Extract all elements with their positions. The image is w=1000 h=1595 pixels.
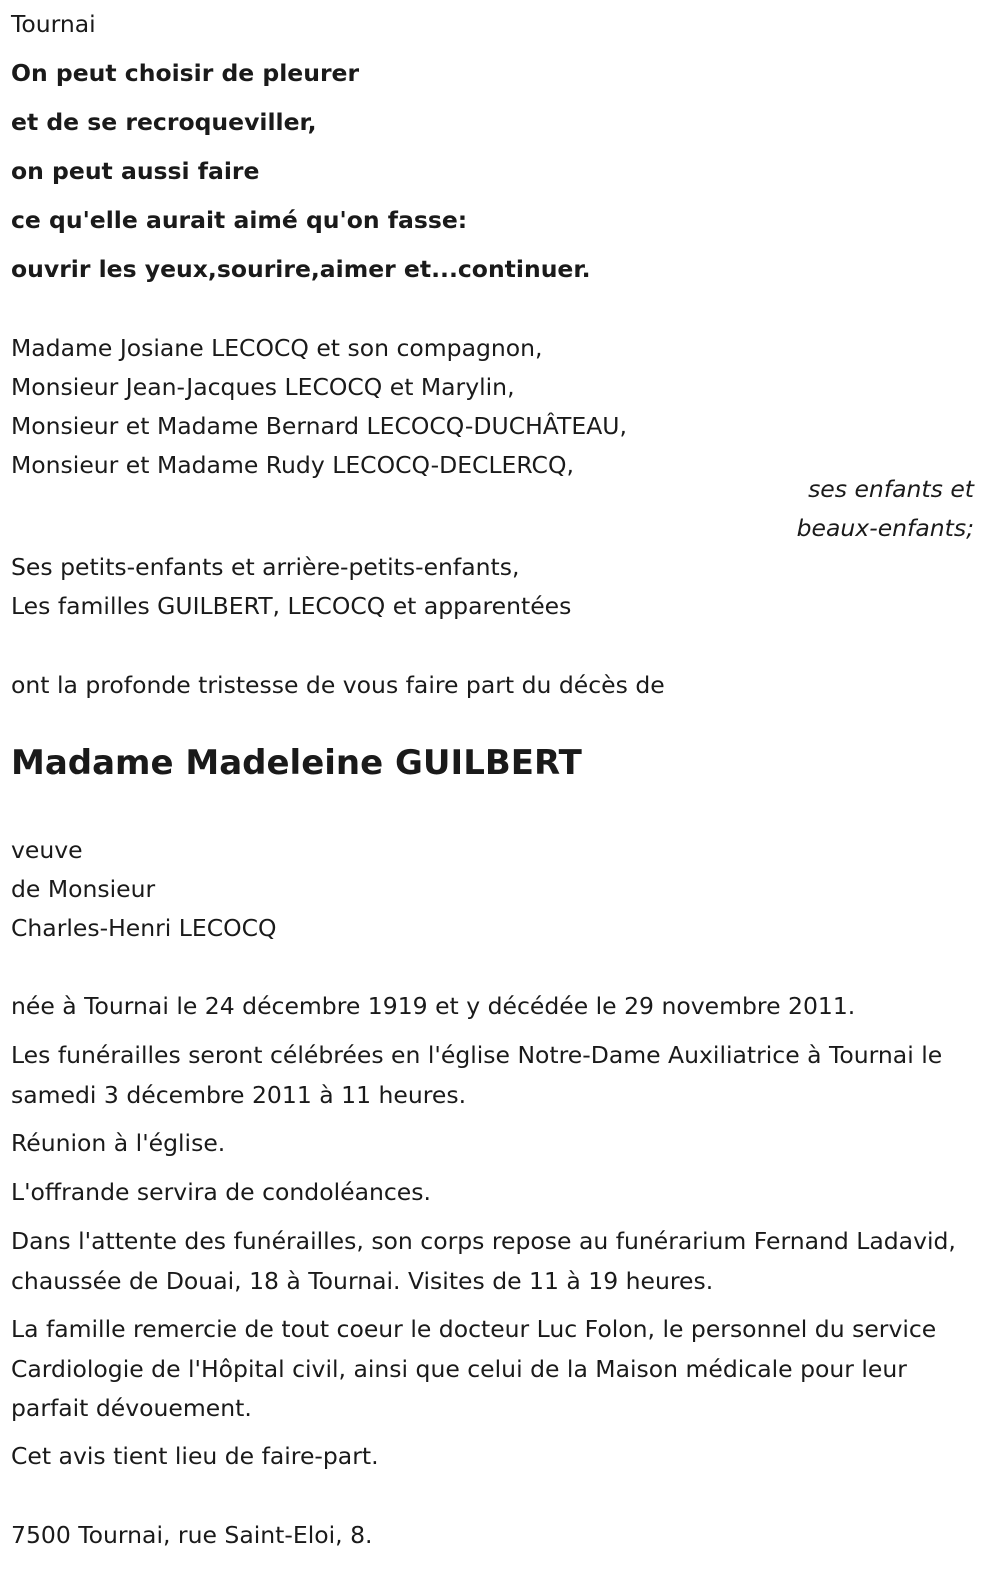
poem-line: ouvrir les yeux,sourire,aimer et...continuer. [11, 255, 591, 283]
thanks: La famille remercie de tout coeur le docteur Luc Folon, le personnel du service Cardiologie de l'Hôpital civil, ainsi que celui de la Maison médicale pour leur parfait dévouement. [11, 1315, 937, 1422]
widow-line: de Monsieur [11, 875, 156, 903]
funerarium-info: Dans l'attente des funérailles, son corps repose au funérarium Fernand Ladavid, chaussée de Douai, 18 à Tournai. Visites de 11 à 19 heures. [11, 1227, 956, 1295]
poem-line: et de se recroqueviller, [11, 108, 317, 136]
meeting-info: Réunion à l'église. [11, 1129, 226, 1157]
widow-line: veuve [11, 836, 83, 864]
poem-line: on peut aussi faire [11, 157, 260, 185]
family-member: Monsieur et Madame Rudy LECOCQ-DECLERCQ, [11, 451, 574, 479]
offering-info: L'offrande servira de condoléances. [11, 1178, 431, 1206]
deceased-name: Madame Madeleine GUILBERT [11, 743, 582, 783]
announcement: ont la profonde tristesse de vous faire part du décès de [11, 671, 665, 699]
family-member: Monsieur Jean-Jacques LECOCQ et Marylin, [11, 373, 515, 401]
birth-death: née à Tournai le 24 décembre 1919 et y décédée le 29 novembre 2011. [11, 992, 856, 1020]
poem-line: ce qu'elle aurait aimé qu'on fasse: [11, 206, 468, 234]
family-member: Monsieur et Madame Bernard LECOCQ-DUCHÂTEAU, [11, 412, 627, 440]
funeral-info: Les funérailles seront célébrées en l'église Notre-Dame Auxiliatrice à Tournai le samedi 3 décembre 2011 à 11 heures. [11, 1041, 943, 1109]
address: 7500 Tournai, rue Saint-Eloi, 8. [11, 1521, 373, 1549]
city: Tournai [11, 10, 96, 38]
widow-line: Charles-Henri LECOCQ [11, 914, 277, 942]
family-member: Ses petits-enfants et arrière-petits-enfants, [11, 553, 520, 581]
notice-line: Cet avis tient lieu de faire-part. [11, 1442, 379, 1470]
family-member: Les familles GUILBERT, LECOCQ et apparentées [11, 592, 572, 620]
poem-line: On peut choisir de pleurer [11, 59, 360, 87]
family-member: Madame Josiane LECOCQ et son compagnon, [11, 334, 543, 362]
children-role: ses enfants et [808, 475, 974, 503]
children-role: beaux-enfants; [796, 514, 974, 542]
